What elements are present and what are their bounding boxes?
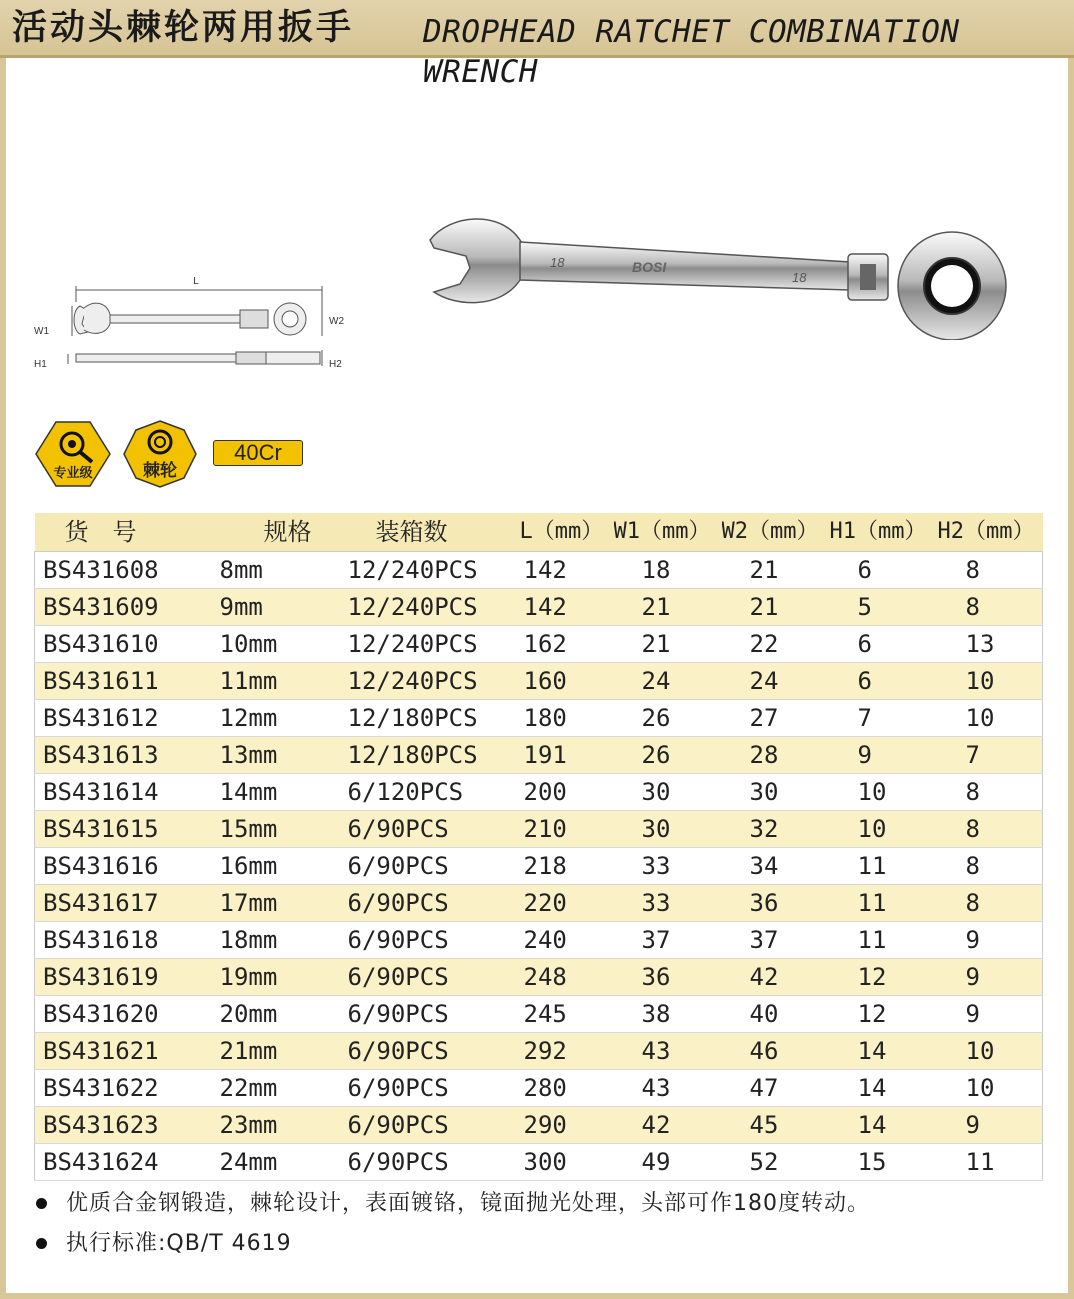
table-row [35, 811, 1043, 848]
table-cell: 20mm [219, 1000, 278, 1028]
table-cell: 28 [749, 741, 779, 769]
table-cell: 6 [857, 667, 872, 695]
table-cell: BS431614 [43, 778, 159, 806]
table-cell: 240 [523, 926, 567, 954]
table-cell: 12/240PCS [347, 593, 478, 621]
table-cell: 26 [641, 741, 671, 769]
table-cell: 6/90PCS [347, 852, 449, 880]
table-cell: 18mm [219, 926, 278, 954]
table-cell: 30 [641, 815, 671, 843]
table-cell: 9 [965, 1000, 980, 1028]
table-cell: 8 [965, 556, 980, 584]
table-cell: 42 [641, 1111, 671, 1139]
table-cell: 43 [641, 1074, 671, 1102]
engraving-size-right: 18 [792, 270, 807, 285]
table-cell: 21 [749, 593, 779, 621]
table-row [35, 922, 1043, 959]
table-cell: 8mm [219, 556, 263, 584]
table-cell: 14 [857, 1037, 887, 1065]
table-cell: 12 [857, 963, 887, 991]
table-cell: 12/240PCS [347, 667, 478, 695]
table-cell: 12/240PCS [347, 630, 478, 658]
badge-label-ratchet: 棘轮 [143, 461, 177, 481]
table-row [35, 663, 1043, 700]
product-photo [420, 210, 1020, 340]
table-cell: 6/90PCS [347, 889, 449, 917]
table-cell: 24 [749, 667, 779, 695]
table-cell: 6/120PCS [347, 778, 464, 806]
badge-professional [34, 420, 112, 488]
table-cell: 15mm [219, 815, 278, 843]
table-cell: 10 [857, 778, 887, 806]
table-cell: 21 [749, 556, 779, 584]
table-cell: 10mm [219, 630, 278, 658]
table-cell: 30 [749, 778, 779, 806]
table-cell: 162 [523, 630, 567, 658]
table-cell: 6 [857, 556, 872, 584]
table-cell: 142 [523, 593, 567, 621]
header-size: 规格 [263, 518, 312, 546]
table-cell: 210 [523, 815, 567, 843]
note-item [34, 1188, 870, 1228]
table-cell: 24mm [219, 1148, 278, 1176]
table-row [35, 774, 1043, 811]
table-cell: 15 [857, 1148, 887, 1176]
table-cell: 21mm [219, 1037, 278, 1065]
table-cell: 42 [749, 963, 779, 991]
table-cell: 220 [523, 889, 567, 917]
table-cell: 21 [641, 630, 671, 658]
header-packing: 装箱数 [375, 518, 448, 546]
label-L: L [193, 276, 199, 287]
table-cell: 37 [749, 926, 779, 954]
table-cell: 24 [641, 667, 671, 695]
table-cell: BS431623 [43, 1111, 159, 1139]
table-row [35, 885, 1043, 922]
table-cell: 11 [857, 926, 887, 954]
table-cell: BS431611 [43, 667, 159, 695]
table-cell: 10 [965, 667, 995, 695]
table-cell: 49 [641, 1148, 671, 1176]
table-cell: 13 [965, 630, 995, 658]
table-cell: 9mm [219, 593, 263, 621]
table-row [35, 1070, 1043, 1107]
engraving-size-left: 18 [550, 255, 565, 270]
table-cell: 6 [857, 630, 872, 658]
table-cell: 191 [523, 741, 567, 769]
table-cell: BS431616 [43, 852, 159, 880]
table-cell: 21 [641, 593, 671, 621]
label-W1: W1 [34, 326, 49, 337]
table-cell: 36 [641, 963, 671, 991]
table-cell: BS431619 [43, 963, 159, 991]
page-header [0, 0, 1074, 90]
table-cell: 280 [523, 1074, 567, 1102]
engraving-brand: BOSI [632, 259, 667, 275]
table-cell: 22mm [219, 1074, 278, 1102]
note-item [34, 1228, 870, 1268]
table-cell: BS431617 [43, 889, 159, 917]
table-cell: 9 [857, 741, 872, 769]
table-cell: BS431615 [43, 815, 159, 843]
table-cell: 6/90PCS [347, 1148, 449, 1176]
table-cell: 27 [749, 704, 779, 732]
table-cell: 36 [749, 889, 779, 917]
table-cell: 11mm [219, 667, 278, 695]
label-H2: H2 [329, 359, 342, 370]
table-cell: 34 [749, 852, 779, 880]
table-cell: 8 [965, 815, 980, 843]
table-cell: 12/180PCS [347, 741, 478, 769]
table-cell: 10 [965, 704, 995, 732]
table-cell: 290 [523, 1111, 567, 1139]
table-cell: 8 [965, 852, 980, 880]
table-cell: 11 [857, 889, 887, 917]
table-cell: 12/240PCS [347, 556, 478, 584]
table-cell: 30 [641, 778, 671, 806]
table-cell: BS431610 [43, 630, 159, 658]
table-cell: 8 [965, 593, 980, 621]
table-cell: 13mm [219, 741, 278, 769]
spec-table [34, 513, 1043, 1181]
table-cell: 17mm [219, 889, 278, 917]
table-cell: 11 [857, 852, 887, 880]
table-cell: 11 [965, 1148, 995, 1176]
table-cell: 9 [965, 1111, 980, 1139]
note-text: 优质合金钢锻造，棘轮设计，表面镀铬，镜面抛光处理，头部可作180度转动。 [66, 1191, 870, 1216]
table-cell: BS431608 [43, 556, 159, 584]
table-cell: 6/90PCS [347, 1074, 449, 1102]
table-row [35, 1033, 1043, 1070]
table-row [35, 700, 1043, 737]
badge-label-professional: 专业级 [53, 466, 93, 481]
table-row [35, 589, 1043, 626]
table-cell: 52 [749, 1148, 779, 1176]
table-cell: 12mm [219, 704, 278, 732]
notes [34, 1188, 870, 1268]
header-H1: H1（mm） [829, 519, 927, 544]
table-row [35, 737, 1043, 774]
label-H1: H1 [34, 359, 47, 370]
table-cell: 40 [749, 1000, 779, 1028]
table-cell: 8 [965, 889, 980, 917]
table-cell: 10 [965, 1074, 995, 1102]
table-cell: BS431624 [43, 1148, 159, 1176]
table-header-row [35, 513, 1043, 552]
table-cell: 14 [857, 1074, 887, 1102]
header-W2: W2（mm） [721, 519, 819, 544]
table-cell: 6/90PCS [347, 815, 449, 843]
table-cell: 160 [523, 667, 567, 695]
table-row [35, 996, 1043, 1033]
table-cell: 18 [641, 556, 671, 584]
table-cell: 22 [749, 630, 779, 658]
table-cell: BS431613 [43, 741, 159, 769]
table-cell: 16mm [219, 852, 278, 880]
table-row [35, 1144, 1043, 1181]
table-cell: 9 [965, 926, 980, 954]
title-english: DROPHEAD RATCHET COMBINATION WRENCH [423, 14, 960, 90]
table-cell: 10 [857, 815, 887, 843]
table-row [35, 552, 1043, 589]
table-cell: 45 [749, 1111, 779, 1139]
table-cell: 9 [965, 963, 980, 991]
bullet-icon [36, 1198, 47, 1209]
table-cell: 6/90PCS [347, 926, 449, 954]
table-cell: BS431622 [43, 1074, 159, 1102]
table-cell: 8 [965, 778, 980, 806]
table-cell: 47 [749, 1074, 779, 1102]
table-cell: 6/90PCS [347, 963, 449, 991]
table-cell: 248 [523, 963, 567, 991]
table-cell: 14 [857, 1111, 887, 1139]
table-row [35, 1107, 1043, 1144]
table-cell: 43 [641, 1037, 671, 1065]
table-cell: 142 [523, 556, 567, 584]
table-cell: 33 [641, 889, 671, 917]
table-cell: 46 [749, 1037, 779, 1065]
table-cell: 26 [641, 704, 671, 732]
table-cell: 245 [523, 1000, 567, 1028]
header-item-no: 货 号 [64, 518, 137, 546]
material-badge: 40Cr [213, 440, 303, 466]
badge-ratchet [122, 420, 198, 488]
table-cell: BS431621 [43, 1037, 159, 1065]
table-cell: BS431612 [43, 704, 159, 732]
table-cell: 14mm [219, 778, 278, 806]
label-W2: W2 [329, 316, 344, 327]
table-cell: BS431609 [43, 593, 159, 621]
table-cell: 6/90PCS [347, 1111, 449, 1139]
table-cell: 37 [641, 926, 671, 954]
table-cell: 23mm [219, 1111, 278, 1139]
table-cell: 200 [523, 778, 567, 806]
table-cell: 292 [523, 1037, 567, 1065]
table-cell: 10 [965, 1037, 995, 1065]
table-cell: 6/90PCS [347, 1037, 449, 1065]
table-row [35, 626, 1043, 663]
table-row [35, 848, 1043, 885]
table-cell: 19mm [219, 963, 278, 991]
table-cell: 7 [965, 741, 980, 769]
table-cell: 180 [523, 704, 567, 732]
table-cell: 38 [641, 1000, 671, 1028]
table-cell: 7 [857, 704, 872, 732]
table-cell: 300 [523, 1148, 567, 1176]
table-cell: 5 [857, 593, 872, 621]
table-cell: 32 [749, 815, 779, 843]
table-cell: 218 [523, 852, 567, 880]
table-cell: 33 [641, 852, 671, 880]
header-H2: H2（mm） [937, 519, 1035, 544]
table-cell: 12 [857, 1000, 887, 1028]
table-row [35, 959, 1043, 996]
table-cell: BS431618 [43, 926, 159, 954]
table-cell: 12/180PCS [347, 704, 478, 732]
dimension-diagram [28, 272, 358, 382]
title-chinese: 活动头棘轮两用扳手 [12, 8, 355, 48]
bullet-icon [36, 1238, 47, 1249]
header-W1: W1（mm） [613, 519, 711, 544]
header-L: L（mm） [519, 519, 604, 544]
table-cell: 6/90PCS [347, 1000, 449, 1028]
note-text: 执行标准:QB/T 4619 [66, 1231, 292, 1256]
table-cell: BS431620 [43, 1000, 159, 1028]
